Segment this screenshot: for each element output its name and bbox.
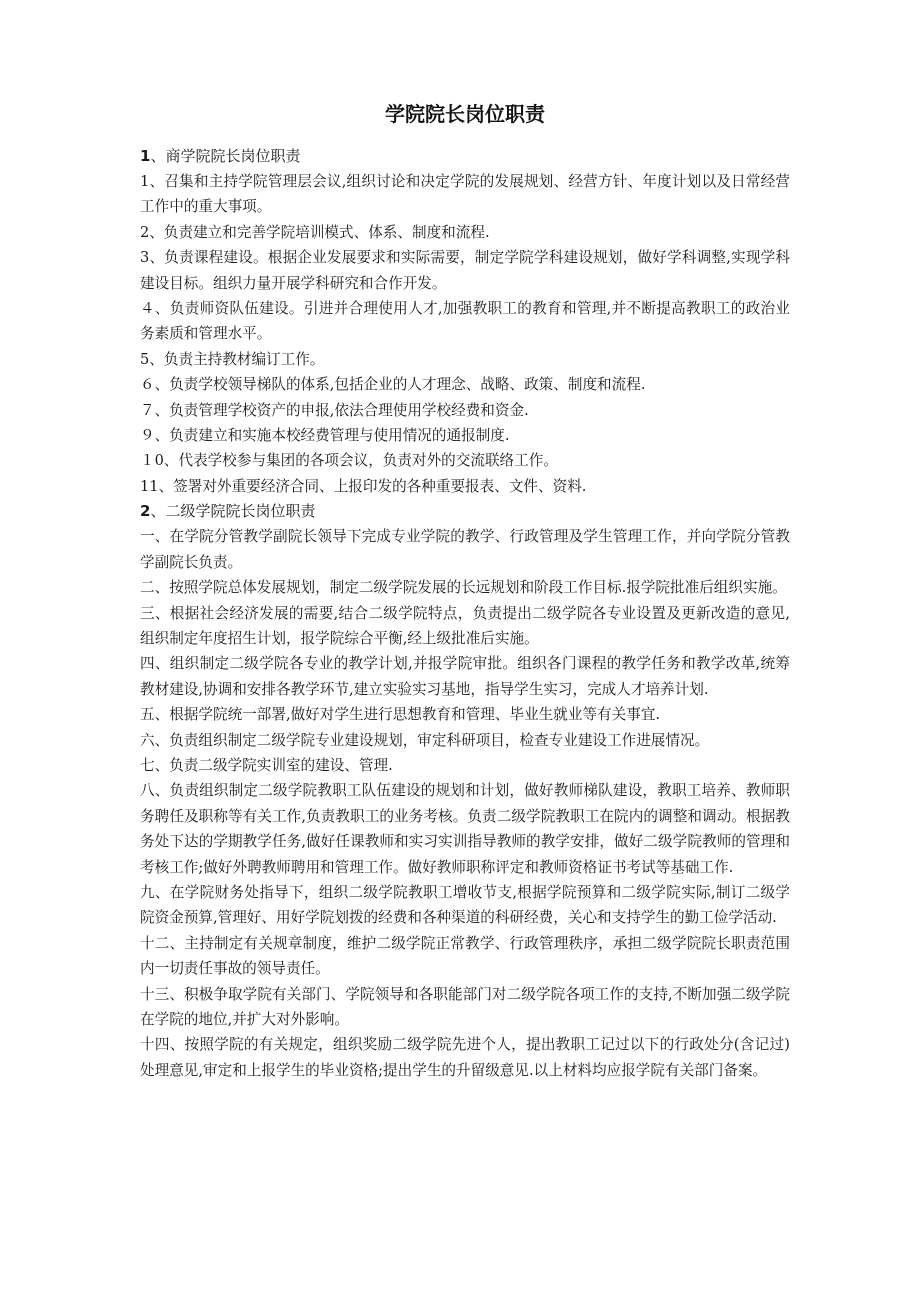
section-1-item: ６、负责学校领导梯队的体系,包括企业的人才理念、战略、政策、制度和流程. [140,376,646,394]
section-2-item: 四、组织制定二级学院各专业的教学计划,并报学院审批。组织各门课程的教学任务和教学改革,统筹教材建设,协调和安排各教学环节,建立实验实习基地，指导学生实习，完成人才培养计划. [140,655,790,698]
section-1-item: 5、负责主持教材编订工作。 [140,350,325,368]
section-2-item: 六、负责组织制定二级学院专业建设规划，审定科研项目，检查专业建设工作进展情况。 [140,731,710,749]
section-1-item: 1、召集和主持学院管理层会议,组织讨论和决定学院的发展规划、经营方针、年度计划以及日常经营工作中的重大事项。 [140,173,790,216]
section-2-item: 三、根据社会经济发展的需要,结合二级学院特点，负责提出二级学院各专业设置及更新改造的意见,组织制定年度招生计划，报学院综合平衡,经上级批准后实施。 [140,604,790,647]
section-2-item: 十四、按照学院的有关规定，组织奖励二级学院先进个人，提出教职工记过以下的行政处分(含记过)处理意见,审定和上报学生的毕业资格;提出学生的升留级意见.以上材料均应报学院有关部门备案。 [140,1036,790,1079]
section-2-item: 九、在学院财务处指导下，组织二级学院教职工增收节支,根据学院预算和二级学院实际,制订二级学院资金预算,管理好、用好学院划拨的经费和各种渠道的科研经费，关心和支持学生的勤工俭学活动. [140,883,790,927]
document-page [140,98,790,1083]
document-title: 学院院长岗位职责 [385,102,545,126]
section-2-item: 二、按照学院总体发展规划，制定二级学院发展的长远规划和阶段工作目标.报学院批准后组织实施。 [140,579,787,597]
section-2-item: 八、负责组织制定二级学院教职工队伍建设的规划和计划，做好教师梯队建设，教职工培养、教师职务聘任及职称等有关工作,负责教职工的业务考核。负责二级学院教职工在院内的调整和调动。根据教务处下达的学期教学任务,做好任课教师和实习实训指导教师的教学安排，做好二级学院教师的管理和考核工作;做好外聘教师聘用和管理工作。做好教师职称评定和教师资格证书考试等基础工作. [140,782,790,876]
section-1-heading [140,144,790,169]
section-1-item: 3、负责课程建设。根据企业发展要求和实际需要，制定学院学科建设规划，做好学科调整,实现学科建设目标。组织力量开展学科研究和合作开发。 [140,249,790,292]
section-2-item: 七、负责二级学院实训室的建设、管理. [140,756,393,774]
section-2-item: 一、在学院分管教学副院长领导下完成专业学院的教学、行政管理及学生管理工作，并向学院分管教学副院长负责。 [140,528,790,571]
section-2-heading-text: 、二级学院院长岗位职责 [150,502,316,521]
section-1-item: ９、负责建立和实施本校经费管理与使用情况的通报制度. [140,427,510,445]
section-2-heading [140,499,790,524]
section-1-heading-text: 、商学院院长岗位职责 [150,147,301,165]
section-1-item: ７、负责管理学校资产的申报,依法合理使用学校经费和资金. [140,401,529,419]
section-2-item: 十三、积极争取学院有关部门、学院领导和各职能部门对二级学院各项工作的支持,不断加强二级学院在学院的地位,并扩大对外影响。 [140,985,790,1028]
section-1-item: ４、负责师资队伍建设。引进并合理使用人才,加强教职工的教育和管理,并不断提高教职工的政治业务素质和管理水平。 [140,300,790,343]
section-1-item: 11、签署对外重要经济合同、上报印发的各种重要报表、文件、资料. [140,477,587,495]
section-1-item: １0、代表学校参与集团的各项会议，负责对外的交流联络工作。 [140,452,558,470]
section-2-number: 2 [140,502,151,521]
section-2-item: 五、根据学院统一部署,做好对学生进行思想教育和管理、毕业生就业等有关事宜. [140,706,661,724]
section-1-number: 1 [140,147,151,165]
section-2-item: 十二、主持制定有关规章制度，维护二级学院正常教学、行政管理秩序，承担二级学院院长职责范围内一切责任事故的领导责任。 [140,934,790,978]
section-1-item: 2、负责建立和完善学院培训模式、体系、制度和流程. [140,223,490,241]
